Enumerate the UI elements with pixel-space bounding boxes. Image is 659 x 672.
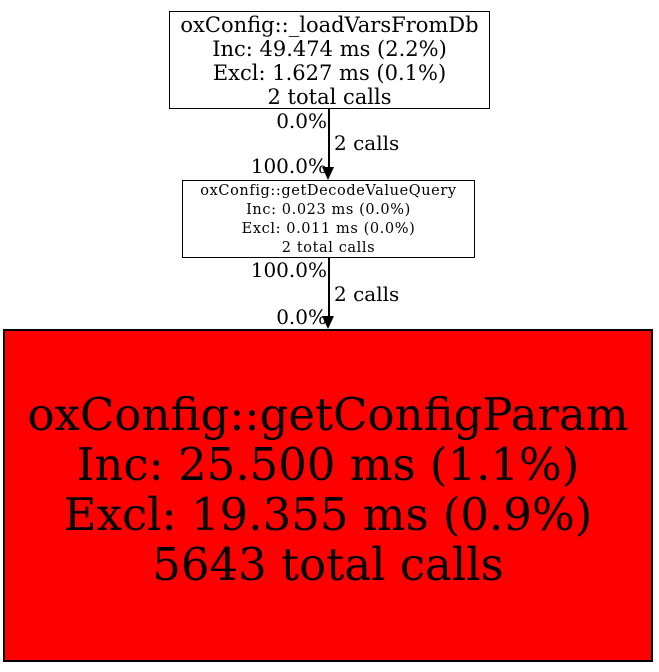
node-get-config-param [3,329,653,662]
node-total-calls: 5643 total calls [152,537,504,591]
node-title: oxConfig::getConfigParam [27,387,629,441]
node-inc-time: Inc: 49.474 ms (2.2%) [212,37,447,61]
edge-calls-label: 2 calls [334,131,400,155]
edge-calls-label: 2 calls [334,282,400,306]
node-total-calls: 2 total calls [267,85,392,109]
edge-source-percent: 0.0% [276,109,327,133]
node-load-vars-from-db [169,11,490,109]
node-inc-time: Inc: 25.500 ms (1.1%) [76,437,580,491]
edge-line [328,109,330,168]
edge-target-percent: 100.0% [250,154,327,178]
edge-target-percent: 0.0% [276,305,327,329]
node-excl-time: Excl: 0.011 ms (0.0%) [241,221,416,237]
edge-line [328,258,330,317]
node-title: oxConfig::getDecodeValueQuery [200,183,457,199]
node-total-calls: 2 total calls [281,240,376,256]
edge-source-percent: 100.0% [250,258,327,282]
node-title: oxConfig::_loadVarsFromDb [180,13,479,37]
node-excl-time: Excl: 1.627 ms (0.1%) [212,61,447,85]
node-inc-time: Inc: 0.023 ms (0.0%) [246,202,411,218]
node-excl-time: Excl: 19.355 ms (0.9%) [63,487,593,541]
node-get-decode-value-query [182,180,475,258]
